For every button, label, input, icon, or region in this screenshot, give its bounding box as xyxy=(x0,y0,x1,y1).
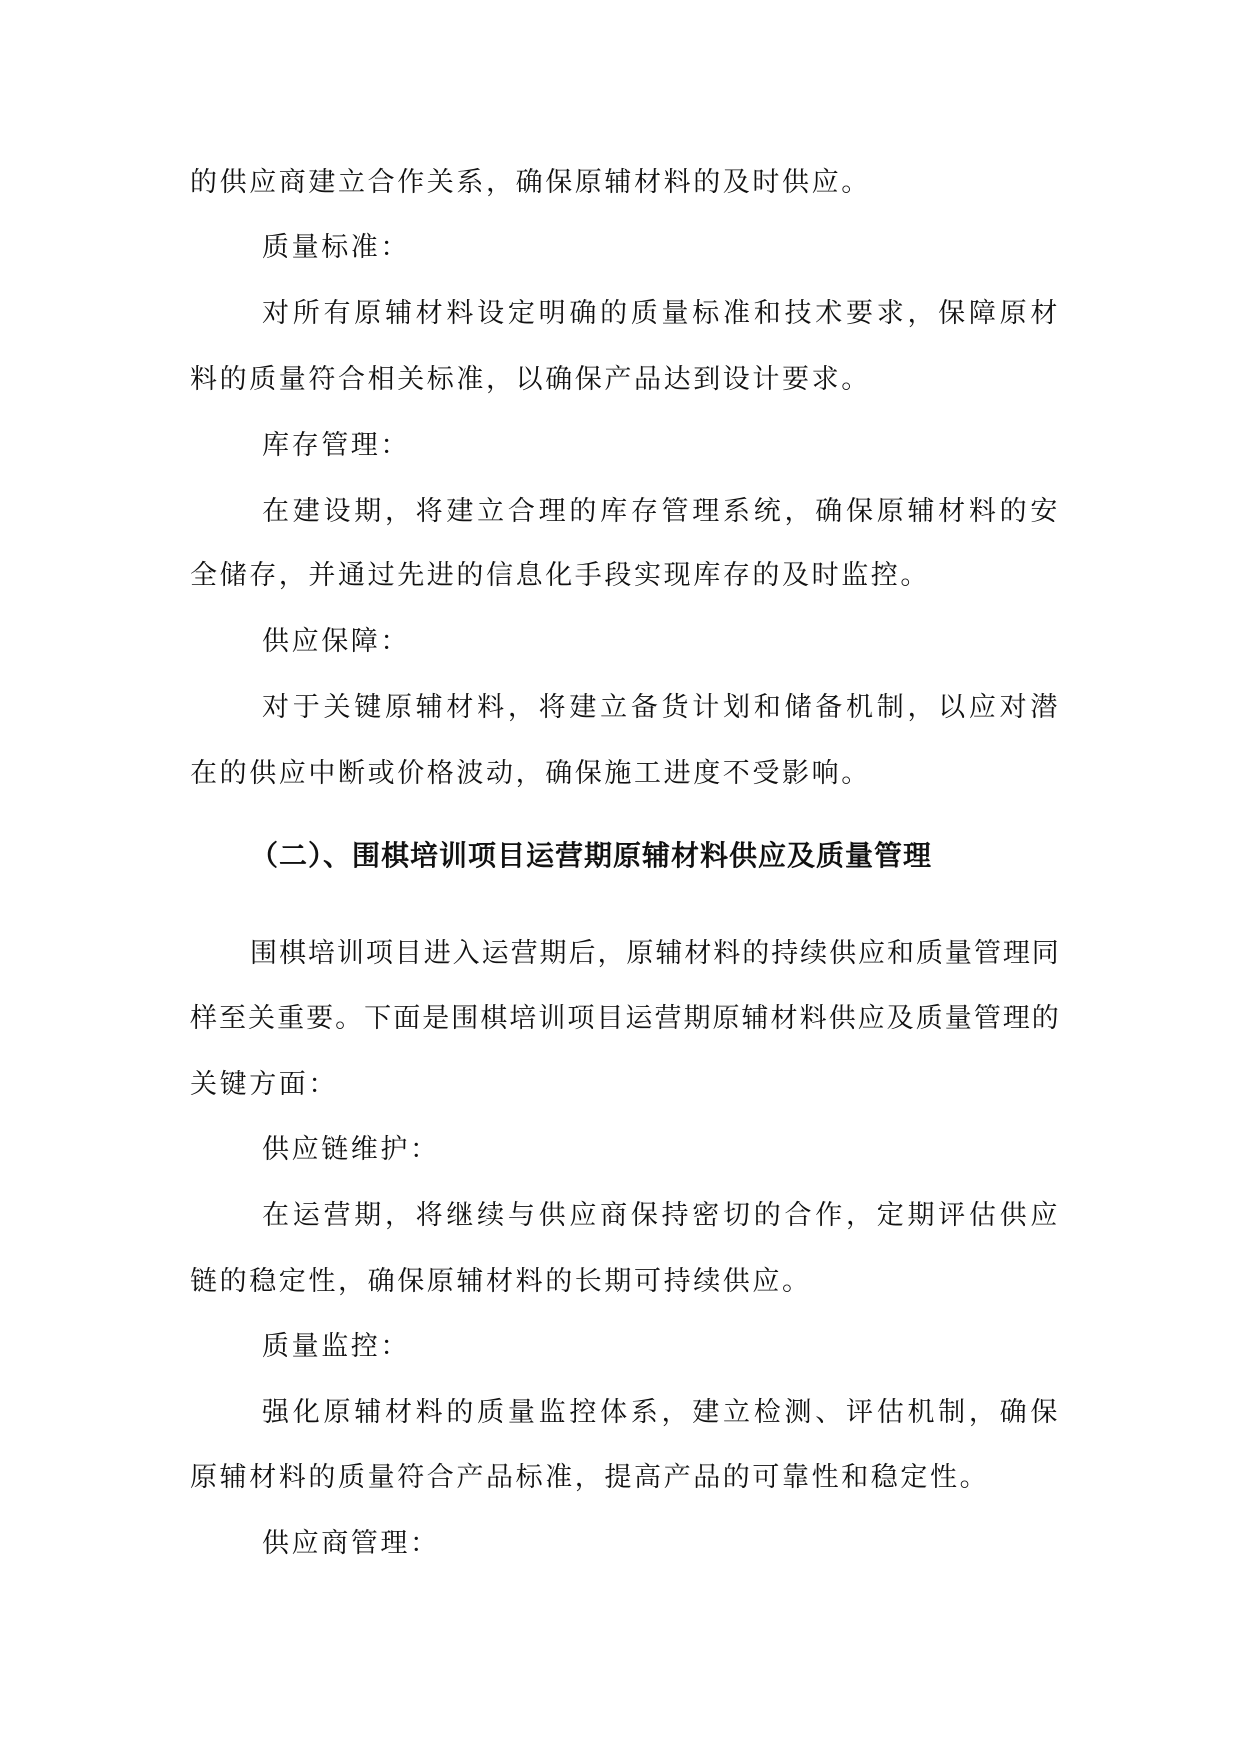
paragraph-line: 在运营期，将继续与供应商保持密切的合作，定期评估供应 xyxy=(262,1200,1060,1231)
paragraph-line: 原辅材料的质量符合产品标准，提高产品的可靠性和稳定性。 xyxy=(190,1462,990,1493)
paragraph-line: 样至关重要。下面是围棋培训项目运营期原辅材料供应及质量管理的 xyxy=(190,1003,1060,1034)
paragraph-line: 对所有原辅材料设定明确的质量标准和技术要求，保障原材 xyxy=(262,298,1060,329)
section-heading: （二）、围棋培训项目运营期原辅材料供应及质量管理 xyxy=(250,839,933,872)
paragraph-line: 的供应商建立合作关系，确保原辅材料的及时供应。 xyxy=(190,167,871,198)
subheading-supply-chain-maintenance: 供应链维护： xyxy=(262,1134,440,1165)
paragraph-line: 在建设期，将建立合理的库存管理系统，确保原辅材料的安 xyxy=(262,496,1060,527)
paragraph-line: 在的供应中断或价格波动，确保施工进度不受影响。 xyxy=(190,758,871,789)
paragraph-line: 全储存，并通过先进的信息化手段实现库存的及时监控。 xyxy=(190,560,930,591)
paragraph-line: 对于关键原辅材料，将建立备货计划和储备机制，以应对潜 xyxy=(262,692,1060,723)
paragraph-line: 围棋培训项目进入运营期后，原辅材料的持续供应和质量管理同 xyxy=(250,938,1060,969)
subheading-supply-guarantee: 供应保障： xyxy=(262,626,410,657)
subheading-quality-standard: 质量标准： xyxy=(262,232,410,263)
subheading-quality-monitoring: 质量监控： xyxy=(262,1331,410,1362)
paragraph-line: 链的稳定性，确保原辅材料的长期可持续供应。 xyxy=(190,1266,812,1297)
paragraph-line: 强化原辅材料的质量监控体系，建立检测、评估机制，确保 xyxy=(262,1397,1060,1428)
subheading-inventory-management: 库存管理： xyxy=(262,430,410,461)
subheading-supplier-management: 供应商管理： xyxy=(262,1528,440,1559)
paragraph-line: 料的质量符合相关标准，以确保产品达到设计要求。 xyxy=(190,364,871,395)
paragraph-line: 关键方面： xyxy=(190,1069,338,1100)
